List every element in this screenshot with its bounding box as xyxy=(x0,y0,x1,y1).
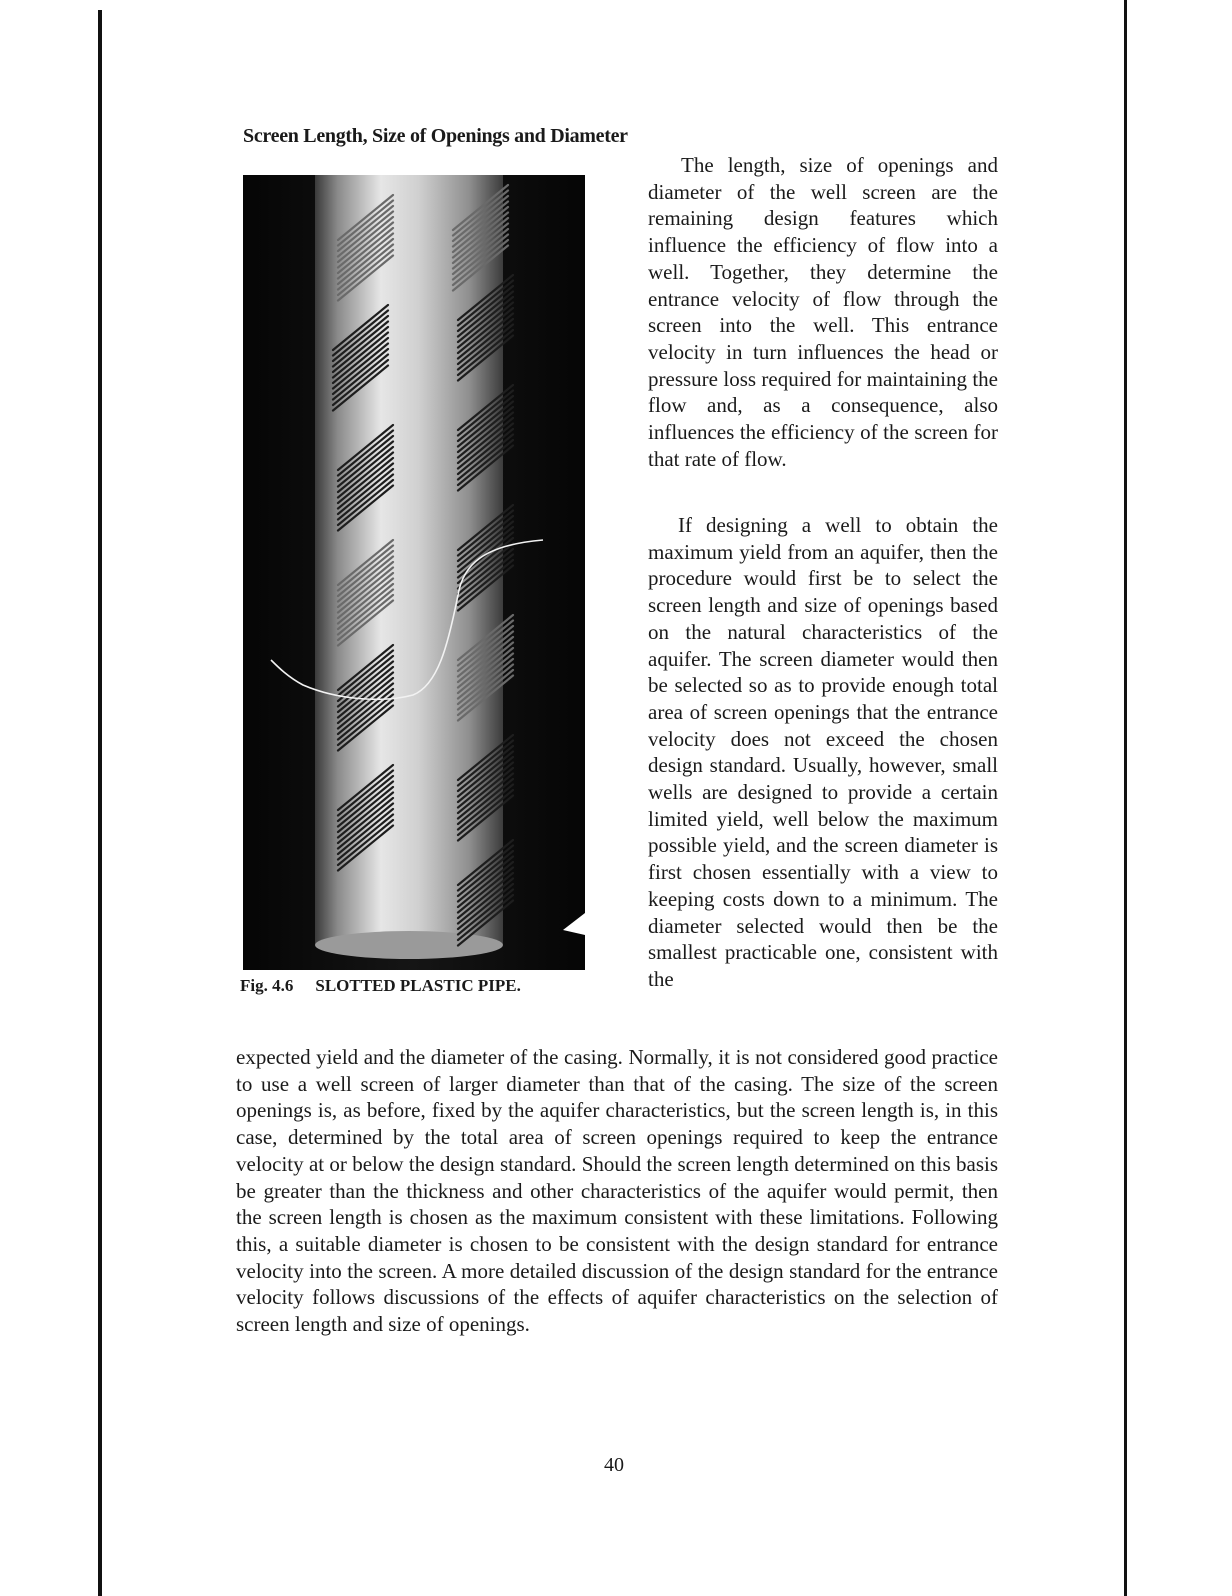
figure-caption-title: SLOTTED PLASTIC PIPE. xyxy=(315,976,521,995)
page-edge-right xyxy=(1124,0,1127,1596)
figure-caption xyxy=(240,976,521,996)
figure-caption-number: Fig. 4.6 xyxy=(240,976,294,995)
paragraph-1: The length, size of openings and diameter of the well screen are the remaining design features which influence the efficiency of flow into a well. Together, they determine the entrance velocity of flow through the screen into the well. This entrance velocity in turn influences the head or pressure loss required for maintaining the flow and, as a consequence, also influences the efficiency of the screen for that rate of flow. xyxy=(648,153,998,471)
section-heading: Screen Length, Size of Openings and Diameter xyxy=(243,125,628,147)
page-number: 40 xyxy=(604,1454,624,1476)
slotted-pipe-photo xyxy=(243,175,585,970)
slotted-pipe-illustration xyxy=(243,175,585,970)
paragraph-2-continued: expected yield and the diameter of the casing. Normally, it is not considered good practice to use a well screen of larger diameter than that of the casing. The size of the screen openings is, as before, fixed by the aquifer characteristics, but the screen length is, in this case, determined by the total area of screen openings required to keep the entrance velocity at or below the design standard. Should the screen length determined on this basis be greater than the thickness and other characteristics of the aquifer would permit, then the screen length is chosen as the maximum consistent with these limitations. Following this, a suitable diameter is chosen to be consistent with the design standard for entrance velocity into the screen. A more detailed discussion of the design standard for the entrance velocity follows discussions of the effects of aquifer characteristics on the selection of screen length and size of openings. xyxy=(236,1045,998,1337)
page-edge-left xyxy=(98,10,102,1596)
paragraph-2-column: If designing a well to obtain the maximum yield from an aquifer, then the procedure would first be to select the screen length and size of openings based on the natural characteristics of the aquifer. The screen diameter would then be selected so as to provide enough total area of screen openings that the entrance velocity does not exceed the chosen design standard. Usually, however, small wells are designed to provide a certain limited yield, well below the maximum possible yield, and the screen diameter is first chosen essentially with a view to keeping costs down to a minimum. The diameter selected would then be the smallest practicable one, consistent with the xyxy=(648,513,998,991)
